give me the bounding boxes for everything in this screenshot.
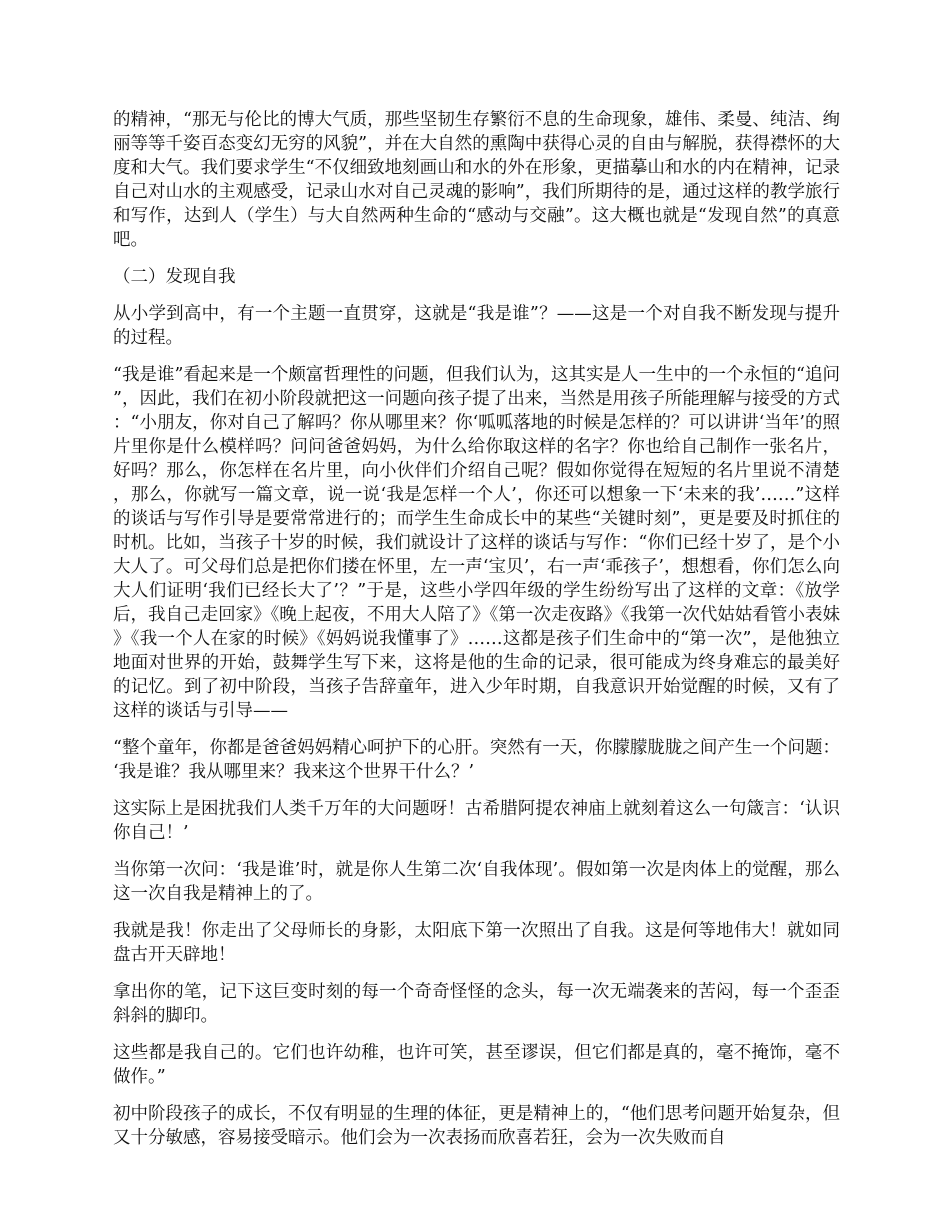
section-heading: （二）发现自我: [113, 267, 236, 287]
paragraph: 这些都是我自己的。它们也许幼稚，也许可笑，甚至谬误，但它们都是真的，毫不掩饰，毫不做作。”: [113, 1043, 840, 1087]
paragraph: 从小学到高中，有一个主题一直贯穿，这就是“我是谁”？——这是一个对自我不断发现与提升的过程。: [113, 304, 840, 348]
paragraph: “整个童年，你都是爸爸妈妈精心呵护下的心肝。突然有一天，你朦朦胧胧之间产生一个问题：‘我是谁？我从哪里来？我来这个世界干什么？’: [113, 738, 840, 782]
paragraph: 我就是我！你走出了父母师长的身影，太阳底下第一次照出了自我。这是何等地伟大！就如同盘古开天辟地！: [113, 921, 840, 965]
paragraph: 初中阶段孩子的成长，不仅有明显的生理的体征，更是精神上的，“他们思考问题开始复杂，但又十分敏感，容易接受暗示。他们会为一次表扬而欣喜若狂，会为一次失败而自: [113, 1104, 840, 1148]
paragraph: 当你第一次问：‘我是谁’时，就是你人生第二次‘自我体现’。假如第一次是肉体上的觉醒，那么这一次自我是精神上的了。: [113, 860, 840, 904]
paragraph: 这实际上是困扰我们人类千万年的大问题呀！古希腊阿提农神庙上就刻着这么一句箴言：‘认识你自己！’: [113, 799, 840, 843]
paragraph: 拿出你的笔，记下这巨变时刻的每一个奇奇怪怪的念头，每一次无端袭来的苦闷，每一个歪歪斜斜的脚印。: [113, 982, 840, 1026]
document-body: [113, 108, 840, 1163]
paragraph: 的精神，“那无与伦比的博大气质，那些坚韧生存繁衍不息的生命现象，雄伟、柔曼、纯洁、绚丽等等千姿百态变幻无穷的风貌”，并在大自然的熏陶中获得心灵的自由与解脱，获得襟怀的大度和大气。我们要求学生“不仅细致地刻画山和水的外在形象，更描摹山和水的内在精神，记录自己对山水的主观感受，记录山水对自己灵魂的影响”，我们所期待的是，通过这样的教学旅行和写作，达到人（学生）与大自然两种生命的“感动与交融”。这大概也就是“发现自然”的真意吧。: [113, 110, 840, 250]
paragraph: “我是谁”看起来是一个颇富哲理性的问题，但我们认为，这其实是人一生中的一个永恒的“追问”，因此，我们在初小阶段就把这一问题向孩子提了出来，当然是用孩子所能理解与接受的方式：“小朋友，你对自己了解吗？你从哪里来？你‘呱呱落地的时候是怎样的？可以讲讲‘当年’的照片里你是什么模样吗？问问爸爸妈妈，为什么给你取这样的名字？你也给自己制作一张名片，好吗？那么，你怎样在名片里，向小伙伴们介绍自己呢？假如你觉得在短短的名片里说不清楚，那么，你就写一篇文章，说一说‘我是怎样一个人’，你还可以想象一下‘未来的我’……”这样的谈话与写作引导是要常常进行的；而学生生命成长中的某些“关键时刻”，更是要及时抓住的时机。比如，当孩子十岁的时候，我们就设计了这样的谈话与写作：“你们已经十岁了，是个小大人了。可父母们总是把你们搂在怀里，左一声‘宝贝’，右一声‘乖孩子’，想想看，你们怎么向大人们证明‘我们已经长大了’？”于是，这些小学四年级的学生纷纷写出了这样的文章：《放学后，我自己走回家》《晚上起夜，不用大人陪了》《第一次走夜路》《我第一次代姑姑看管小表妹》《我一个人在家的时候》《妈妈说我懂事了》……这都是孩子们生命中的“第一次”，是他独立地面对世界的开始，鼓舞学生写下来，这将是他的生命的记录，很可能成为终身难忘的最美好的记忆。到了初中阶段，当孩子告辞童年，进入少年时期，自我意识开始觉醒的时候，又有了这样的谈话与引导——: [113, 365, 840, 721]
